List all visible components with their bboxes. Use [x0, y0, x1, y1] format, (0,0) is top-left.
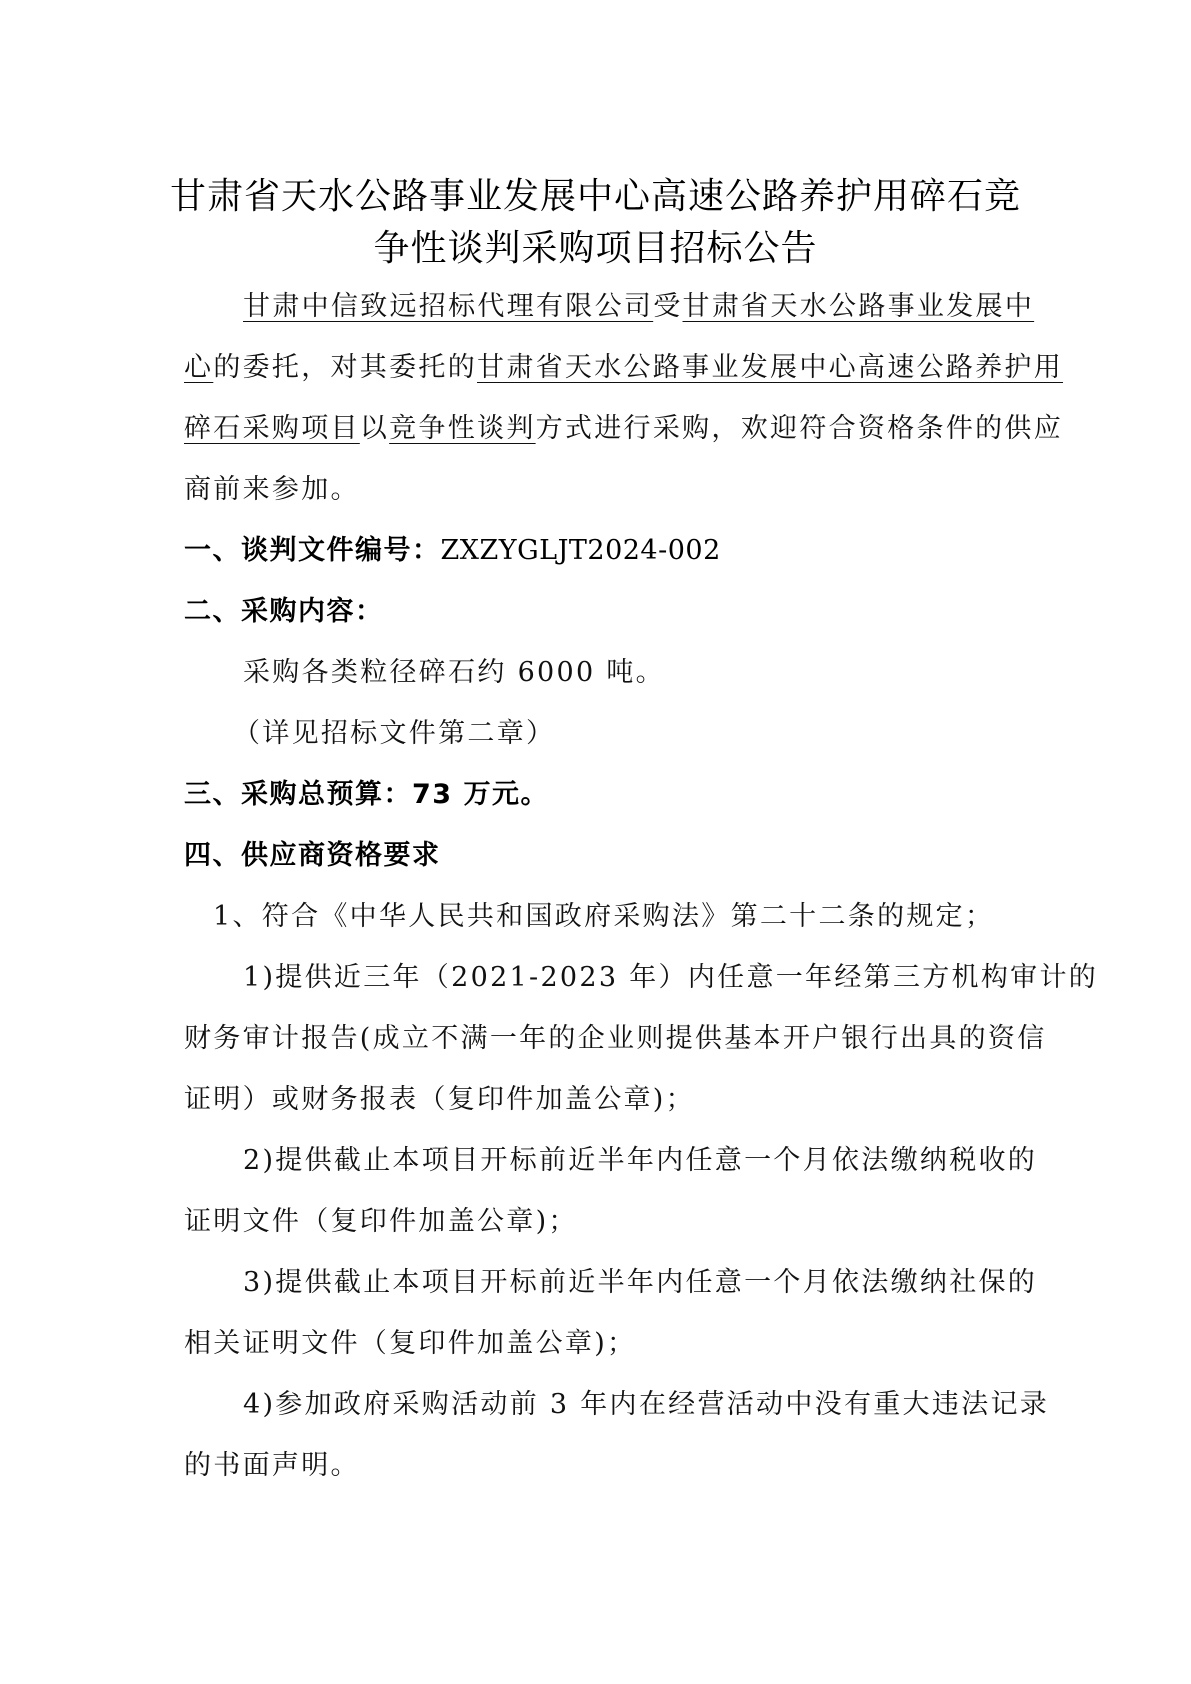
intro-line-2 [184, 345, 1063, 384]
requirement-3-line-2: 相关证明文件（复印件加盖公章)； [184, 1328, 637, 1359]
section-1-heading [184, 528, 721, 567]
requirement-item-1: 1、符合《中华人民共和国政府采购法》第二十二条的规定； [213, 901, 995, 932]
requirement-4-line-2: 的书面声明。 [184, 1450, 360, 1481]
section-1-label: 一、谈判文件编号： [184, 535, 441, 566]
section-2-content: 采购各类粒径碎石约 6000 吨。 [243, 657, 665, 688]
section-2-note: （详见招标文件第二章） [233, 718, 556, 749]
section-4-heading: 四、供应商资格要求 [184, 840, 441, 871]
requirement-2-line-1: 2)提供截止本项目开标前近半年内任意一个月依法缴纳税收的 [243, 1145, 1038, 1176]
procurement-method: 竞争性谈判 [389, 413, 536, 444]
requirement-2-line-2: 证明文件（复印件加盖公章)； [184, 1206, 578, 1237]
intro-text-3: 以 [359, 413, 390, 444]
requirement-3-line-1: 3)提供截止本项目开标前近半年内任意一个月依法缴纳社保的 [243, 1267, 1038, 1298]
client-name-part1: 甘肃省天水公路事业发展中 [682, 291, 1035, 322]
project-name-part1: 甘肃省天水公路事业发展中心高速公路养护用 [477, 352, 1064, 383]
intro-line-3 [184, 406, 1063, 445]
intro-text-2: 的委托，对其委托的 [213, 352, 478, 383]
requirement-1-line-2: 财务审计报告(成立不满一年的企业则提供基本开户银行出具的资信 [184, 1023, 1047, 1054]
intro-line-1 [243, 284, 1034, 323]
intro-line-4: 商前来参加。 [184, 474, 360, 505]
intro-text-1: 受 [653, 291, 683, 322]
client-name-part2: 心 [184, 352, 214, 383]
requirement-4-line-1: 4)参加政府采购活动前 3 年内在经营活动中没有重大违法记录 [243, 1389, 1050, 1420]
negotiation-doc-number: ZXZYGLJT2024-002 [440, 535, 721, 566]
section-2-heading: 二、采购内容： [184, 596, 384, 627]
requirement-1-line-3: 证明）或财务报表（复印件加盖公章)； [184, 1084, 695, 1115]
requirement-1-line-1: 1)提供近三年（2021-2023 年）内任意一年经第三方机构审计的 [243, 962, 1099, 993]
section-3-heading: 三、采购总预算：73 万元。 [184, 779, 549, 810]
document-title-line-2: 争性谈判采购项目招标公告 [373, 228, 818, 269]
project-name-part2: 碎石采购项目 [184, 413, 360, 444]
document-title-line-1: 甘肃省天水公路事业发展中心高速公路养护用碎石竞 [169, 176, 1021, 217]
intro-text-4: 方式进行采购，欢迎符合资格条件的供应 [535, 413, 1064, 444]
agent-name: 甘肃中信致远招标代理有限公司 [243, 291, 654, 322]
